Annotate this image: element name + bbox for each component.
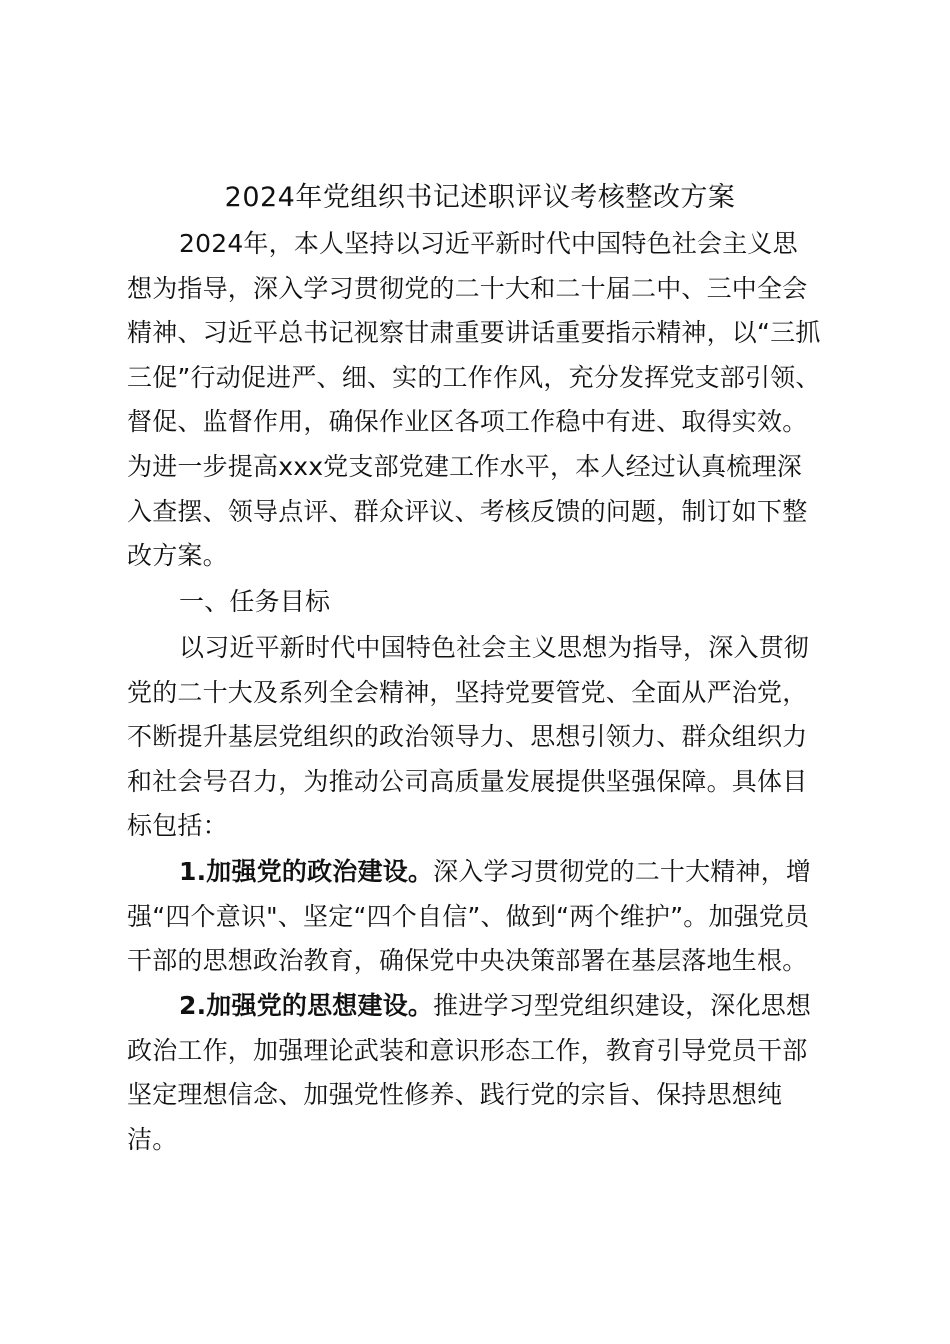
text-line: 和社会号召力，为推动公司高质量发展提供坚强保障。具体目 bbox=[127, 766, 808, 796]
text-line: 为进一步提高xxx党支部党建工作水平，本人经过认真梳理深 bbox=[127, 451, 802, 481]
text-line: 三促”行动促进严、细、实的工作作风，充分发挥党支部引领、 bbox=[127, 362, 821, 392]
text-line: 政治工作，加强理论武装和意识形态工作，教育引导党员干部 bbox=[127, 1035, 808, 1065]
text-line: 干部的思想政治教育，确保党中央决策部署在基层落地生根。 bbox=[127, 946, 808, 976]
text-line: 坚定理想信念、加强党性修养、践行党的宗旨、保持思想纯 bbox=[127, 1080, 783, 1110]
intro-paragraph bbox=[127, 222, 847, 579]
goal-item-ideological bbox=[127, 984, 847, 1162]
text-line: 督促、监督作用，确保作业区各项工作稳中有进、取得实效。 bbox=[127, 407, 808, 437]
text-line: 强“四个意识"、坚定“四个自信”、做到“两个维护”。加强党员 bbox=[127, 901, 810, 931]
text-line: 入查摆、领导点评、群众评议、考核反馈的问题，制订如下整 bbox=[127, 496, 808, 526]
text-line bbox=[127, 984, 847, 1029]
section-heading-text: 一、任务目标 bbox=[179, 587, 331, 616]
item-heading: 1.加强党的政治建设。 bbox=[179, 857, 434, 886]
item-text: 深入学习贯彻党的二十大精神，增 bbox=[433, 857, 812, 886]
text-line: 党的二十大及系列全会精神，坚持党要管党、全面从严治党， bbox=[127, 677, 808, 707]
text-line: 标包括： bbox=[127, 811, 228, 841]
text-line: 不断提升基层党组织的政治领导力、思想引领力、群众组织力 bbox=[127, 722, 808, 752]
text-line: 洁。 bbox=[127, 1124, 178, 1154]
item-heading: 2.加强党的思想建设。 bbox=[179, 991, 434, 1020]
document-title: 2024年党组织书记述职评议考核整改方案 bbox=[224, 182, 736, 213]
goal-item-political bbox=[127, 850, 847, 984]
text-line: 想为指导，深入学习贯彻党的二十大和二十届二中、三中全会 bbox=[127, 273, 808, 303]
text-line: 以习近平新时代中国特色社会主义思想为指导，深入贯彻 bbox=[179, 633, 810, 662]
section-heading bbox=[127, 580, 847, 625]
text-line: 2024年，本人坚持以习近平新时代中国特色社会主义思 bbox=[179, 229, 798, 258]
item-text: 推进学习型党组织建设，深化思想 bbox=[433, 991, 812, 1020]
text-line: 精神、习近平总书记视察甘肃重要讲话重要指示精神，以“三抓 bbox=[127, 318, 821, 348]
text-line bbox=[127, 850, 847, 895]
goals-paragraph bbox=[127, 626, 847, 849]
text-line: 改方案。 bbox=[127, 541, 228, 571]
